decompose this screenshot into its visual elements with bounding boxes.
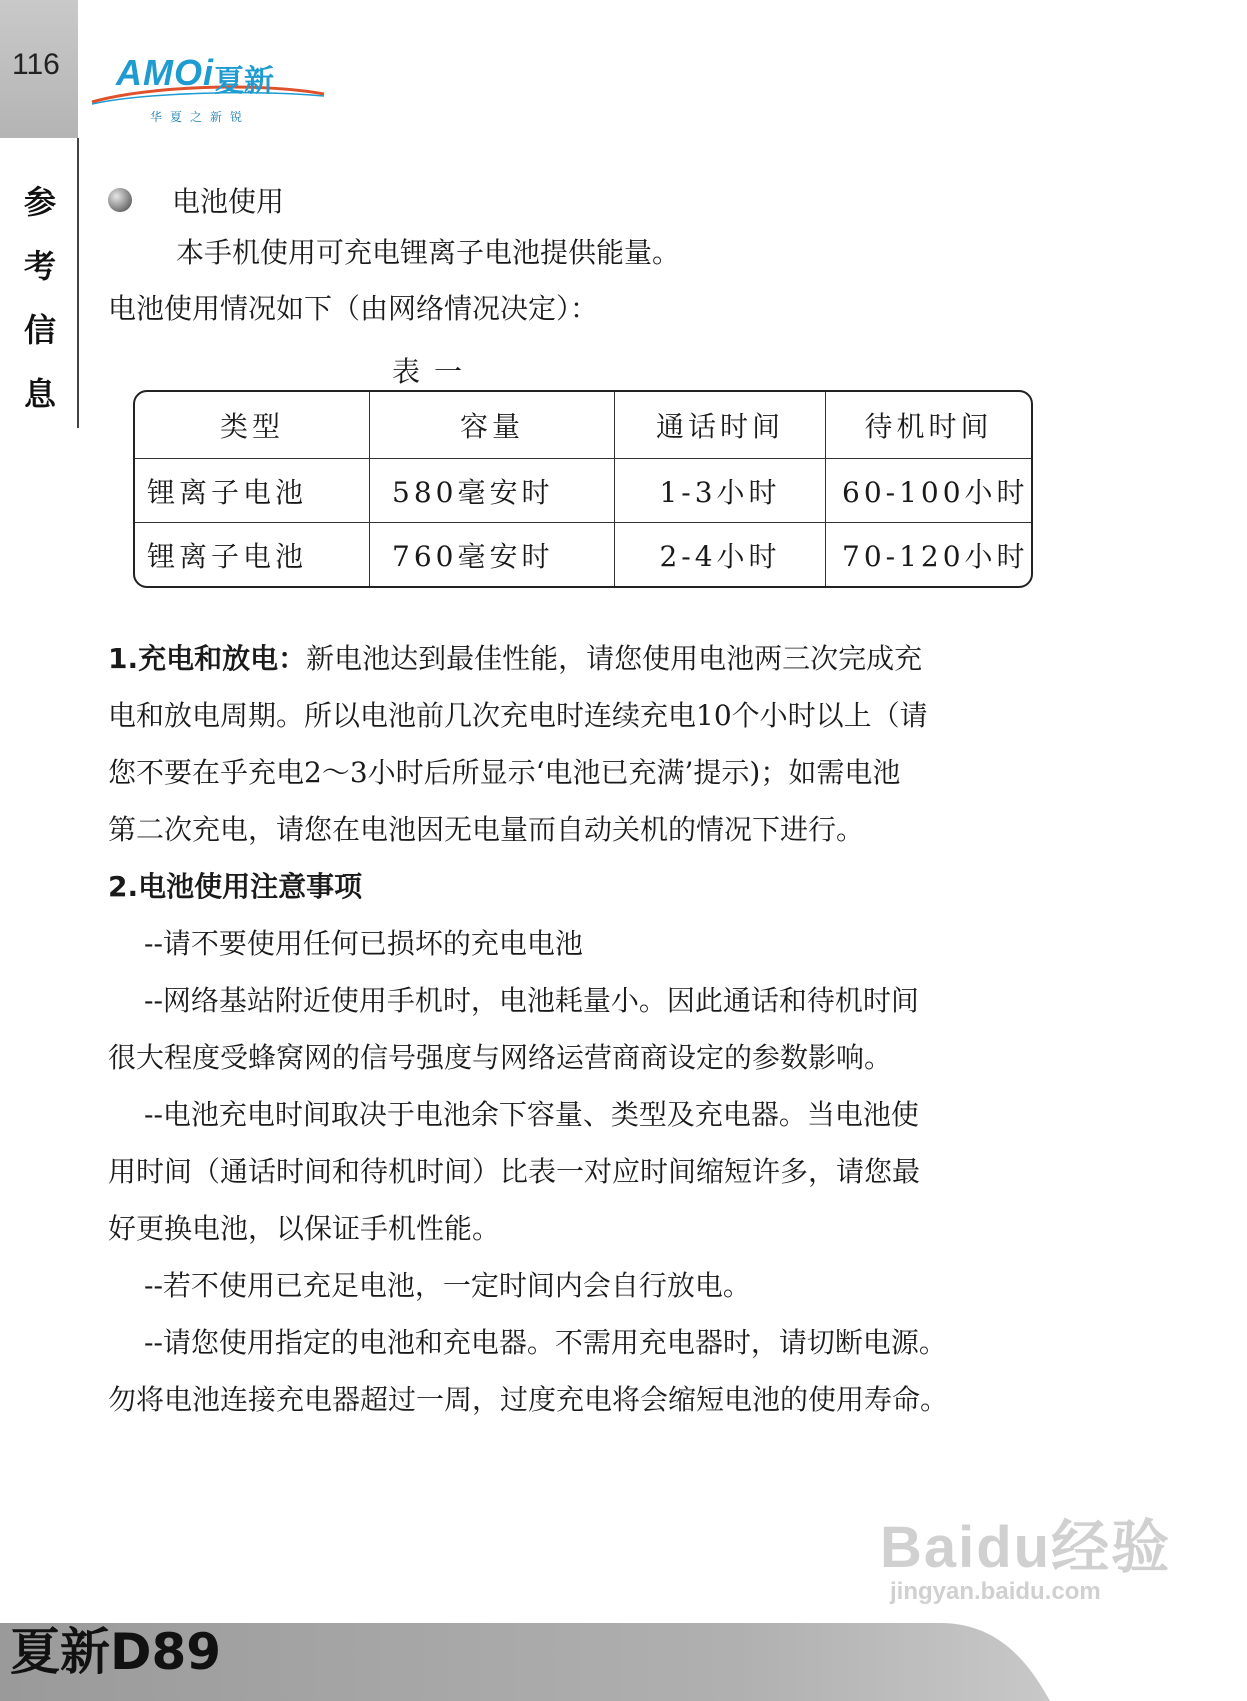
side-label-char: 考 bbox=[23, 247, 56, 285]
logo-slogan: 华夏之新锐 bbox=[150, 110, 251, 124]
point-1-line: 您不要在乎充电2～3小时后所显示‘电池已充满’提示)；如需电池 bbox=[108, 756, 901, 789]
table-header-row bbox=[135, 392, 1031, 459]
point-2-line: 很大程度受蜂窝网的信号强度与网络运营商商设定的参数影响。 bbox=[108, 1041, 893, 1074]
table-cell: 580毫安时 bbox=[370, 459, 615, 523]
watermark-sub: jingyan.baidu.com bbox=[890, 1578, 1101, 1605]
table-cell: 760毫安时 bbox=[370, 523, 615, 586]
point-1-paragraph bbox=[108, 630, 1068, 858]
table-header: 待机时间 bbox=[826, 392, 1031, 459]
table-header: 容量 bbox=[370, 392, 615, 459]
side-section-label bbox=[20, 170, 60, 426]
side-label-char: 信 bbox=[23, 311, 56, 349]
table-header: 通话时间 bbox=[615, 392, 826, 459]
point-2-line: --请不要使用任何已损坏的充电电池 bbox=[144, 927, 583, 960]
point-1-heading: 1.充电和放电： bbox=[108, 642, 307, 675]
watermark bbox=[880, 1500, 1172, 1605]
logo-brand-cn: 夏新 bbox=[214, 64, 274, 99]
watermark-main: Baidu经验 bbox=[880, 1515, 1172, 1580]
logo-brand: AMOi bbox=[116, 52, 214, 93]
side-label-char: 息 bbox=[23, 375, 56, 413]
amoi-logo bbox=[88, 52, 328, 132]
point-2-line: 勿将电池连接充电器超过一周，过度充电将会缩短电池的使用寿命。 bbox=[108, 1383, 949, 1416]
table-header: 类型 bbox=[135, 392, 370, 459]
table-cell: 60-100小时 bbox=[826, 459, 1031, 523]
table-cell: 锂离子电池 bbox=[135, 523, 370, 586]
footer-title: 夏新D89 bbox=[10, 1623, 222, 1681]
page-number: 116 bbox=[12, 48, 60, 81]
table-cell: 70-120小时 bbox=[842, 539, 1029, 573]
point-2-heading: 2.电池使用注意事项 bbox=[108, 870, 363, 903]
point-2-line: --电池充电时间取决于电池余下容量、类型及充电器。当电池使 bbox=[144, 1098, 919, 1131]
point-2-line: --若不使用已充足电池，一定时间内会自行放电。 bbox=[144, 1269, 751, 1302]
table-cell: 锂离子电池 bbox=[135, 459, 370, 523]
intro-line-1: 本手机使用可充电锂离子电池提供能量。 bbox=[176, 236, 681, 269]
section-title: 电池使用 bbox=[172, 185, 285, 218]
table-row bbox=[135, 523, 1031, 586]
table-caption: 表一 bbox=[392, 355, 477, 388]
section-bullet-icon bbox=[108, 188, 132, 212]
point-1-line: 新电池达到最佳性能，请您使用电池两三次完成充 bbox=[306, 642, 923, 675]
table-row bbox=[135, 459, 1031, 523]
page-number-box bbox=[0, 0, 78, 138]
point-2-line: --网络基站附近使用手机时，电池耗量小。因此通话和待机时间 bbox=[144, 984, 919, 1017]
side-label-char: 参 bbox=[23, 183, 56, 221]
table-cell: 1-3小时 bbox=[615, 459, 826, 523]
point-2-paragraph bbox=[108, 858, 1068, 1428]
intro-line-2: 电池使用情况如下（由网络情况决定）： bbox=[108, 292, 599, 325]
battery-table bbox=[133, 390, 1033, 588]
point-1-first-line bbox=[108, 630, 1068, 687]
point-2-line: 用时间（通话时间和待机时间）比表一对应时间缩短许多，请您最 bbox=[108, 1155, 921, 1188]
side-rule bbox=[77, 138, 79, 428]
point-1-line: 第二次充电，请您在电池因无电量而自动关机的情况下进行。 bbox=[108, 813, 865, 846]
point-2-line: 好更换电池，以保证手机性能。 bbox=[108, 1212, 501, 1245]
point-2-line: --请您使用指定的电池和充电器。不需用充电器时，请切断电源。 bbox=[144, 1326, 947, 1359]
point-1-line: 电和放电周期。所以电池前几次充电时连续充电10个小时以上（请 bbox=[108, 699, 928, 732]
table-cell: 2-4小时 bbox=[615, 523, 826, 586]
